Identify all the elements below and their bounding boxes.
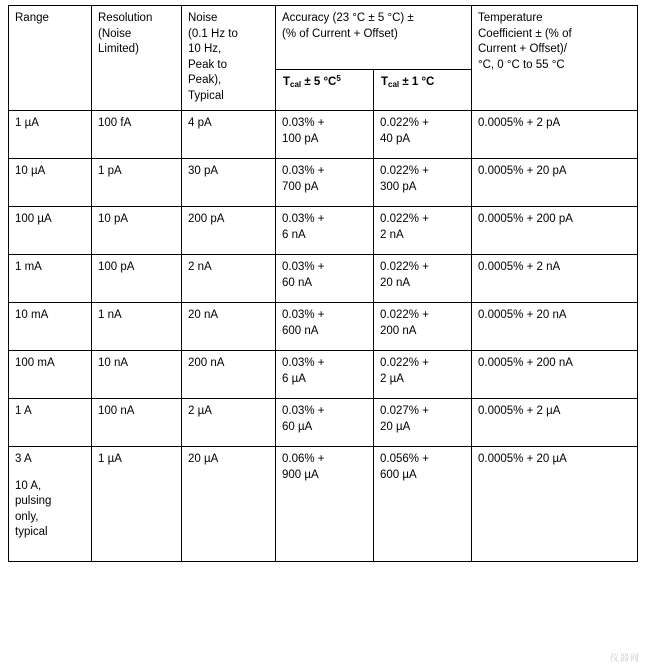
cell-accuracy-1c: 0.027% + 20 µA bbox=[374, 399, 472, 447]
table-row bbox=[9, 399, 638, 447]
header-noise: Noise (0.1 Hz to 10 Hz, Peak to Peak), Typical bbox=[182, 6, 276, 111]
header-resolution: Resolution (Noise Limited) bbox=[92, 6, 182, 111]
cell-accuracy-5c: 0.03% + 6 µA bbox=[276, 351, 374, 399]
tcal-subscript-2: cal bbox=[388, 80, 400, 90]
table-header bbox=[9, 6, 638, 111]
cell-accuracy-5c: 0.03% + 6 nA bbox=[276, 207, 374, 255]
table-row bbox=[9, 351, 638, 399]
cell-range-spacer bbox=[15, 468, 85, 479]
cell-tempco: 0.0005% + 20 nA bbox=[472, 303, 638, 351]
cell-resolution: 10 nA bbox=[92, 351, 182, 399]
cell-range: 100 mA bbox=[9, 351, 92, 399]
table-body bbox=[9, 111, 638, 562]
header-temperature-coefficient: Temperature Coefficient ± (% of Current + Offset)/ °C, 0 °C to 55 °C bbox=[472, 6, 638, 111]
cell-resolution: 10 pA bbox=[92, 207, 182, 255]
cell-resolution: 100 pA bbox=[92, 255, 182, 303]
cell-accuracy-5c: 0.03% + 60 nA bbox=[276, 255, 374, 303]
cell-accuracy-5c: 0.03% + 100 pA bbox=[276, 111, 374, 159]
cell-resolution: 100 fA bbox=[92, 111, 182, 159]
cell-tempco: 0.0005% + 2 nA bbox=[472, 255, 638, 303]
cell-accuracy-5c: 0.03% + 60 µA bbox=[276, 399, 374, 447]
cell-resolution: 1 µA bbox=[92, 447, 182, 562]
cell-tempco: 0.0005% + 20 pA bbox=[472, 159, 638, 207]
cell-tempco: 0.0005% + 2 µA bbox=[472, 399, 638, 447]
cell-noise: 2 nA bbox=[182, 255, 276, 303]
table-row bbox=[9, 447, 638, 562]
current-specifications-table bbox=[8, 5, 638, 562]
cell-range: 1 µA bbox=[9, 111, 92, 159]
cell-accuracy-1c: 0.056% + 600 µA bbox=[374, 447, 472, 562]
cell-noise: 4 pA bbox=[182, 111, 276, 159]
footnote-marker-5: 5 bbox=[336, 74, 341, 84]
table-row bbox=[9, 159, 638, 207]
header-accuracy-tcal-5c: $T_{cal} \pm 5$ $^\circ C^5$ bbox=[276, 70, 374, 111]
header-accuracy-tcal-1c: $T_{cal} \pm 1$ °C bbox=[374, 70, 472, 111]
cell-tempco: 0.0005% + 2 pA bbox=[472, 111, 638, 159]
cell-tempco: 0.0005% + 200 nA bbox=[472, 351, 638, 399]
cell-tempco: 0.0005% + 20 µA bbox=[472, 447, 638, 562]
table-row bbox=[9, 111, 638, 159]
cell-noise: 200 pA bbox=[182, 207, 276, 255]
watermark-text: 仪器网 bbox=[609, 653, 640, 663]
cell-range: 1 mA bbox=[9, 255, 92, 303]
cell-accuracy-1c: 0.022% + 2 nA bbox=[374, 207, 472, 255]
header-range: Range bbox=[9, 6, 92, 111]
cell-resolution: 100 nA bbox=[92, 399, 182, 447]
cell-accuracy-1c: 0.022% + 40 pA bbox=[374, 111, 472, 159]
cell-accuracy-1c: 0.022% + 300 pA bbox=[374, 159, 472, 207]
table-row bbox=[9, 303, 638, 351]
cell-resolution: 1 nA bbox=[92, 303, 182, 351]
cell-noise: 30 pA bbox=[182, 159, 276, 207]
cell-resolution: 1 pA bbox=[92, 159, 182, 207]
cell-accuracy-1c: 0.022% + 2 µA bbox=[374, 351, 472, 399]
cell-tempco: 0.0005% + 200 pA bbox=[472, 207, 638, 255]
cell-accuracy-5c: 0.06% + 900 µA bbox=[276, 447, 374, 562]
cell-range: 100 µA bbox=[9, 207, 92, 255]
cell-noise: 2 µA bbox=[182, 399, 276, 447]
cell-range: 10 µA bbox=[9, 159, 92, 207]
cell-accuracy-1c: 0.022% + 20 nA bbox=[374, 255, 472, 303]
cell-range: 3 A 10 A, pulsing only, typical bbox=[9, 447, 92, 562]
cell-range: 10 mA bbox=[9, 303, 92, 351]
cell-accuracy-1c: 0.022% + 200 nA bbox=[374, 303, 472, 351]
tcal-subscript-1: cal bbox=[290, 80, 302, 90]
header-accuracy-group: Accuracy (23 °C ± 5 °C) ± (% of Current + Offset) bbox=[276, 6, 472, 70]
cell-noise: 20 nA bbox=[182, 303, 276, 351]
cell-accuracy-5c: 0.03% + 700 pA bbox=[276, 159, 374, 207]
spec-table-sheet bbox=[8, 5, 638, 655]
cell-noise: 20 µA bbox=[182, 447, 276, 562]
cell-noise: 200 nA bbox=[182, 351, 276, 399]
cell-accuracy-5c: 0.03% + 600 nA bbox=[276, 303, 374, 351]
table-header-row bbox=[9, 6, 638, 70]
table-row bbox=[9, 207, 638, 255]
cell-range: 1 A bbox=[9, 399, 92, 447]
table-row bbox=[9, 255, 638, 303]
